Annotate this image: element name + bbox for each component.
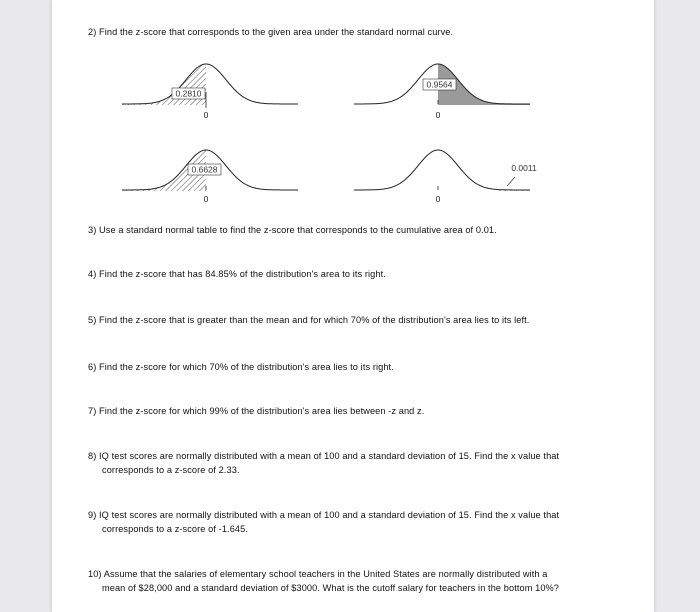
normal-curve-figure-4 [352,140,552,206]
question-text-continued: corresponds to a z-score of 2.33. [102,464,240,475]
question-4 [88,268,628,282]
area-label: 0.2810 [175,88,202,99]
normal-curve-figure-1 [120,62,310,124]
normal-curve [354,150,530,190]
question-number: 5) [88,315,97,325]
question-number: 3) [88,225,97,235]
question-text-continued: corresponds to a z-score of -1.645. [102,523,248,534]
question-text: Use a standard normal table to find the z-score that corresponds to the cumulative area of 0.01. [99,225,497,235]
question-number: 8) [88,451,97,461]
question-8 [88,450,628,477]
area-label-pointer [507,177,515,186]
question-text: Assume that the salaries of elementary school teachers in the United States are normally distributed with a [103,569,548,579]
question-number: 10) [88,569,102,579]
question-7 [88,405,628,419]
question-number: 7) [88,406,97,416]
axis-label: 0 [435,194,441,204]
question-text: IQ test scores are normally distributed with a mean of 100 and a standard deviation of 15. Find the x value that [99,510,560,520]
area-label: 0.9564 [426,79,453,90]
normal-curve-figure-2 [352,62,542,124]
question-6 [88,361,628,375]
question-text-continued: mean of $28,000 and a standard deviation of $3000. What is the cutoff salary for teachers in the bottom 10%? [102,582,560,593]
question-text: Find the z-score that is greater than the mean and for which 70% of the distribution's area lies to its left. [99,315,530,325]
area-label: 0.0011 [511,163,537,173]
question-2 [88,26,628,40]
question-number: 6) [88,362,97,372]
worksheet-page [52,0,654,612]
axis-label: 0 [435,110,441,120]
axis-label: 0 [203,110,209,120]
question-5 [88,314,628,328]
area-label: 0.6628 [191,164,218,175]
question-number: 4) [88,269,97,279]
question-text: Find the z-score for which 70% of the distribution's area lies to its right. [99,362,394,372]
question-number: 2) [88,27,97,37]
question-number: 9) [88,510,97,520]
normal-curve-figure-3 [120,140,310,206]
question-text: Find the z-score for which 99% of the distribution's area lies between -z and z. [99,406,425,416]
question-9 [88,509,628,536]
question-10 [88,568,628,595]
normal-curve [122,64,298,104]
axis-label: 0 [203,194,209,204]
question-text: Find the z-score that has 84.85% of the distribution's area to its right. [99,269,386,279]
question-text: Find the z-score that corresponds to the given area under the standard normal curve. [99,27,454,37]
question-text: IQ test scores are normally distributed with a mean of 100 and a standard deviation of 15. Find the x value that [99,451,560,461]
question-3 [88,224,628,238]
